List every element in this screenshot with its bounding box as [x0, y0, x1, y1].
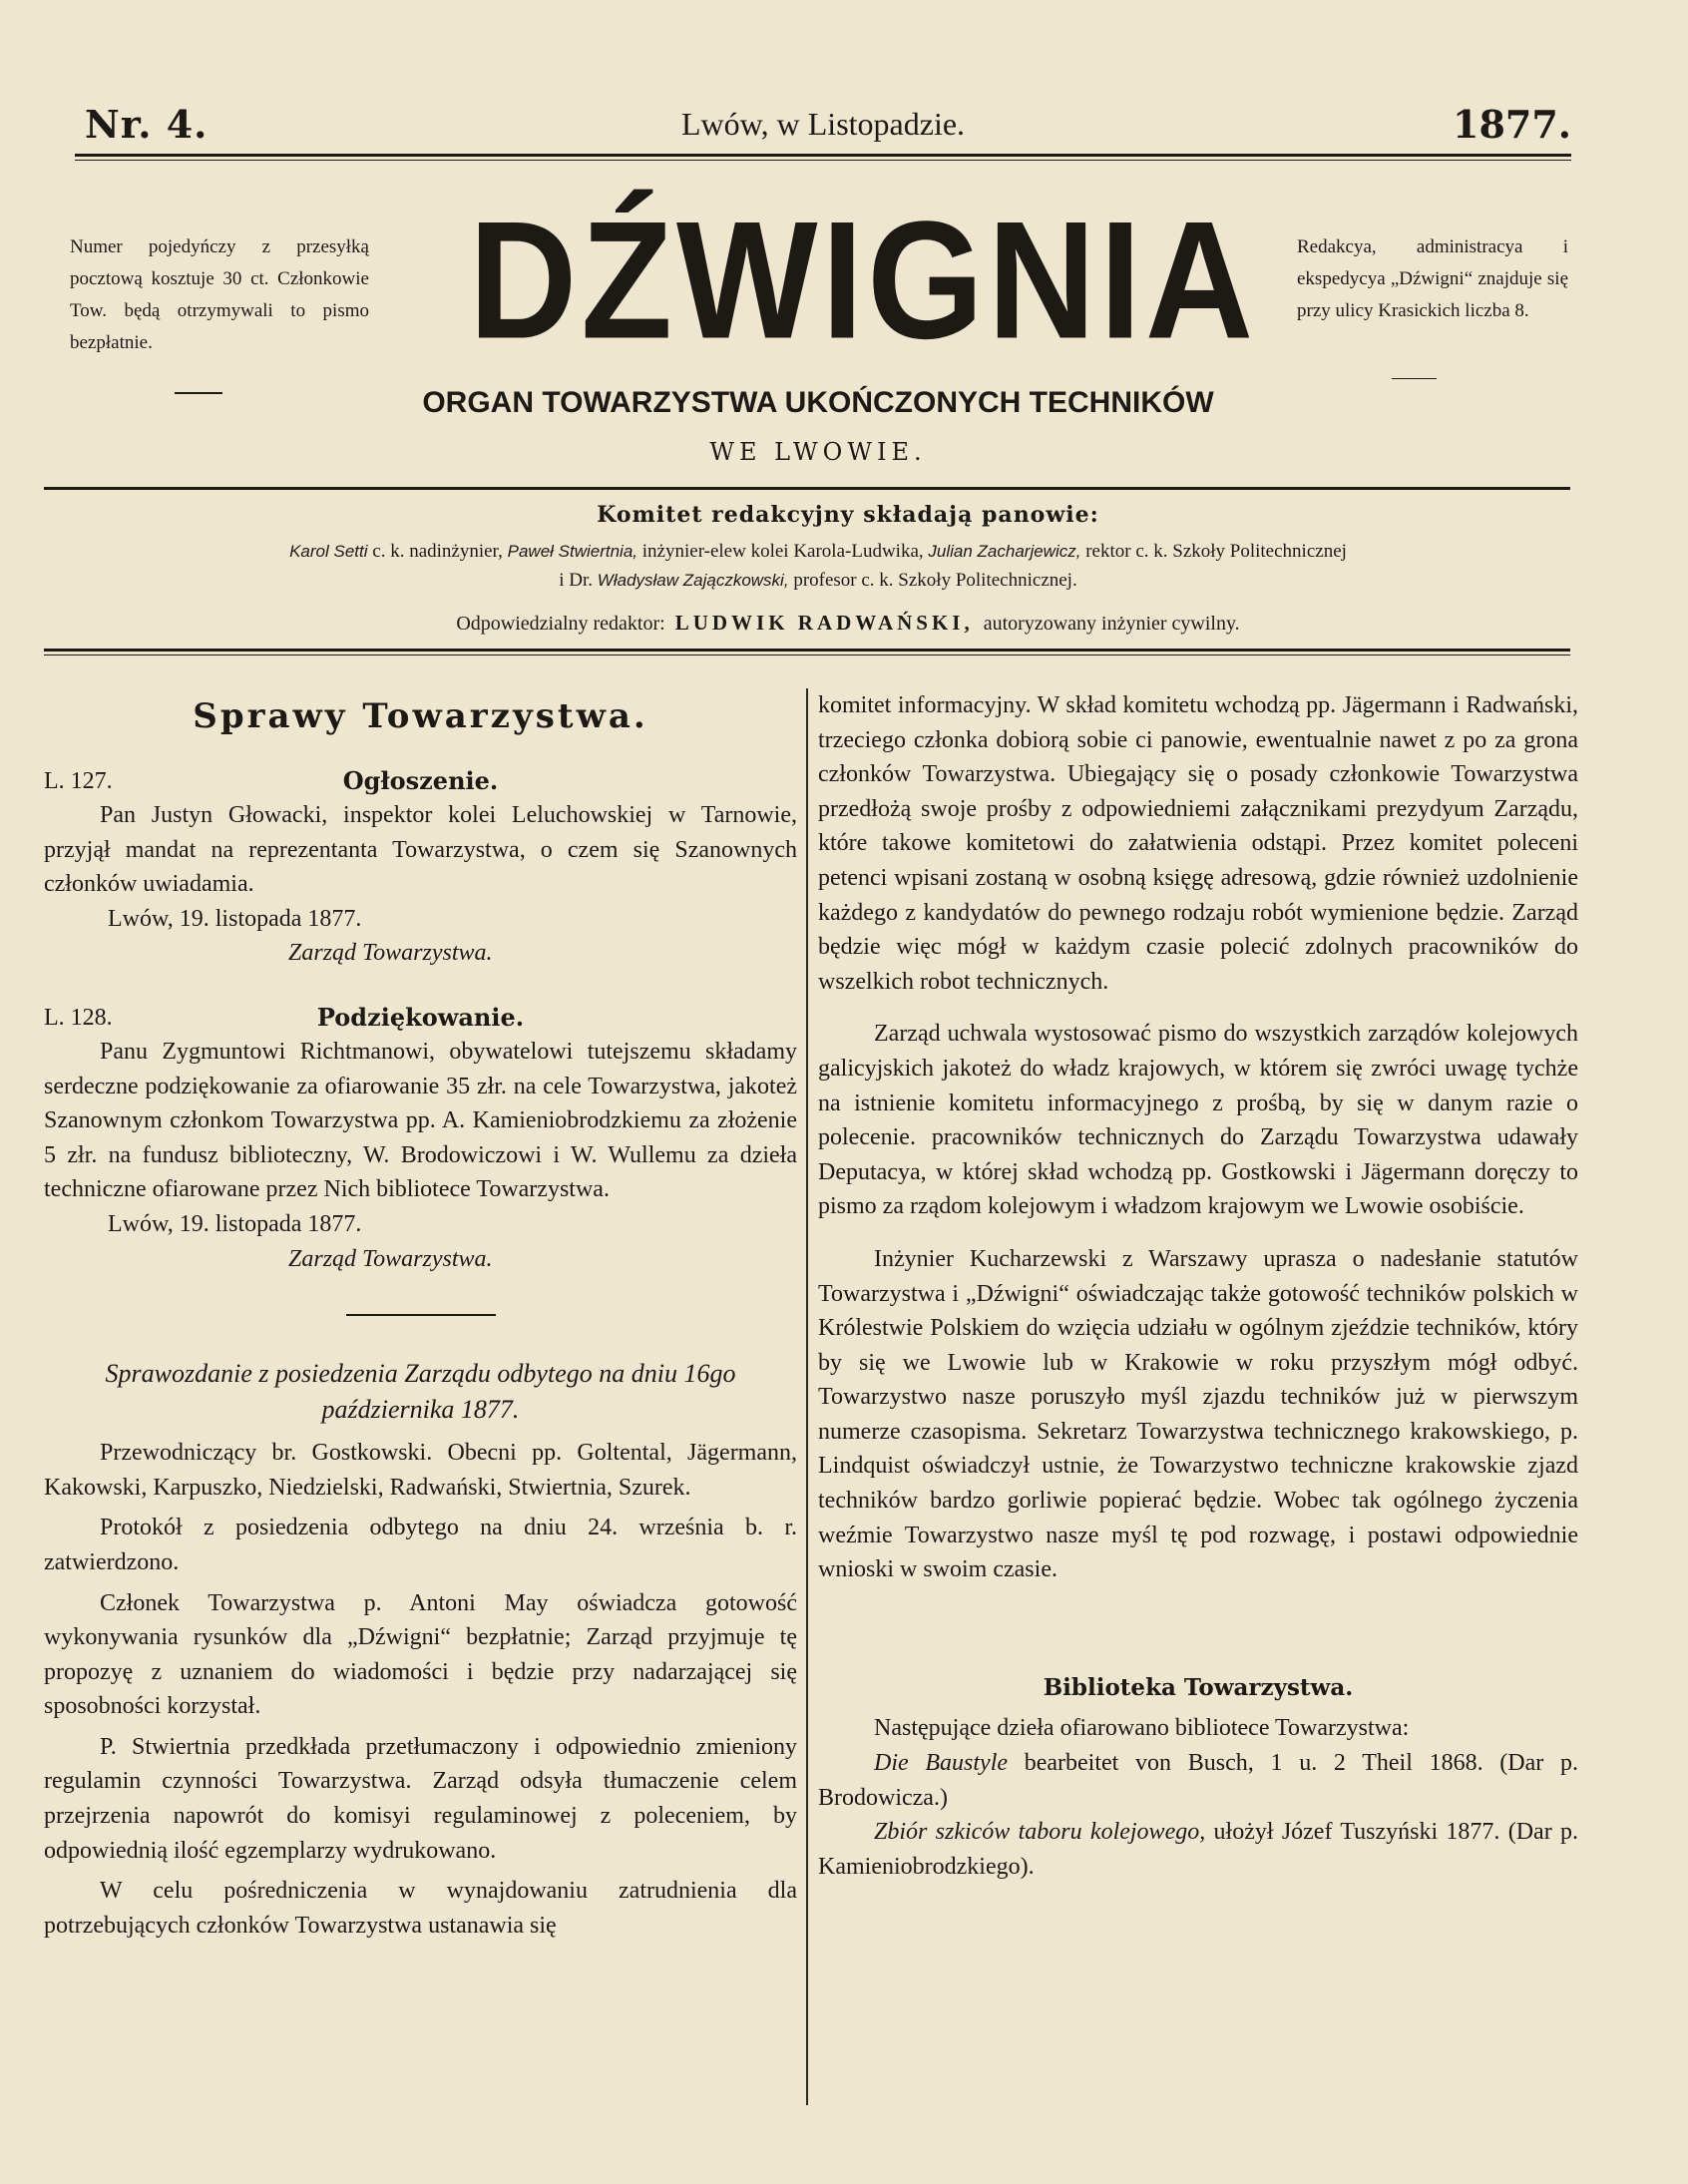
left-dash — [175, 392, 222, 394]
library-item — [818, 1815, 1578, 1884]
editor-title: autoryzowany inżynier cywilny. — [983, 613, 1240, 635]
library-title: Biblioteka Towarzystwa. — [1043, 1673, 1354, 1701]
report-paragraph: Inżynier Kucharzewski z Warszawy uprasza o nadesłanie statutów Towarzystwa i „Dźwigni“ oświadczając także gotowość techników polskich w Królestwie Polskiem do wzięcia udziału w ogólnym zjeździe techników, który by się we Lwowie lub w Krakowie w roku przyszłym mógł odbyć. Towarzystwo nasze poruszyło myśl zjazdu techników już w pierwszym numerze czasopisma. Sekretarz Towarzystwa technicznego krakowskiego, p. Lindquist oświadczył ustnie, że Towarzystwo techniczne krakowskie zjazd techników bardzo gorliwie popierać będzie. Wobec tak ogólnego życzenia weźmie Towarzystwo nasze myśl tę pod rozwagę, i postawi odpowiednie wnioski w swoim czasie. — [818, 1245, 1578, 1583]
notice-heading: Ogłoszenie. — [342, 766, 499, 795]
editor-label: Odpowiedzialny redaktor: — [456, 613, 665, 635]
spacer — [818, 1224, 1578, 1242]
notice-number: L. 128. — [44, 1004, 113, 1031]
left-column — [44, 688, 797, 1943]
notice-text: Panu Zygmuntowi Richtmanowi, obywatelowi tutejszemu składamy serdeczne podziękowanie za ofiarowanie 35 złr. na cele Towarzystwa, jakoteż Szanownym członkom Towarzystwa pp. A. Kamieniobrodzkiemu za złożenie 5 złr. na fundusz biblioteczny, W. Brodowiczowi i W. Wullemu za dzieła techniczne ofiarowane przez Nich bibliotece Towarzystwa. — [44, 1038, 797, 1203]
place-date: Lwów, w Listopadzie. — [680, 106, 966, 142]
notice-header — [44, 764, 797, 798]
member-name: Karol Setti — [289, 542, 368, 561]
committee-rule — [44, 649, 1570, 652]
header-rule — [75, 154, 1571, 157]
notice-number: L. 127. — [44, 768, 113, 794]
masthead-title: DŹWIGNIA — [469, 186, 1258, 374]
book-title: Die Baustyle — [874, 1750, 1009, 1777]
committee-heading: Komitet redakcyjny składają panowie: — [597, 502, 1099, 528]
report-paragraph: Protokół z posiedzenia odbytego na dniu 24. września b. r. zatwierdzono. — [44, 1515, 797, 1575]
office-notice: Redakcya, administracya i ekspedycya „Dźwigni“ znajduje się przy ulicy Krasickich liczba 8. — [1297, 236, 1568, 321]
member-role: rektor c. k. Szkoły Politechnicznej — [1080, 541, 1347, 562]
masthead-rule — [44, 487, 1570, 490]
masthead-subtitle: ORGAN TOWARZYSTWA UKOŃCZONYCH TECHNIKÓW — [422, 386, 1214, 419]
library-item — [818, 1746, 1578, 1815]
book-title: Zbiór szkiców taboru kolejowego, — [874, 1819, 1206, 1846]
right-column — [818, 688, 1578, 1884]
member-name: Władysław Zajączkowski, — [597, 571, 789, 590]
member-role: c. k. nadinżynier, — [367, 541, 508, 562]
report-paragraph: komitet informacyjny. W skład komitetu wchodzą pp. Jägermann i Radwański, trzeciego członka dobiorą sobie ci panowie, ewentualnie nawet z po za grona członków Towarzystwa. Ubiegający się o posady członkowie Towarzystwa przedłożą swoje prośby z odpowiedniemi załącznikami prezydyum Zarządu, które takowe komitetowi do załatwienia odstąpi. Przez komitet poleceni petenci wpisani zostaną w osobną księgę adresową, gdzie również uzdolnienie każdego z kandydatów do pewnego rodzaju robót wymienione będzie. Zarząd będzie więc mógł w każdym czasie polecić zdolnych pracowników do wszelkich robot technicznych. — [818, 692, 1578, 995]
report-paragraph: W celu pośredniczenia w wynajdowaniu zatrudnienia dla potrzebujących członków Towarzystwa ustanawia się — [44, 1878, 797, 1939]
masthead-city: WE LWOWIE. — [709, 438, 927, 466]
spacer — [818, 999, 1578, 1017]
line2-prefix: i Dr. — [559, 570, 598, 591]
column-divider — [806, 688, 808, 2105]
notice-header — [44, 1001, 797, 1035]
issue-year: 1877. — [1453, 102, 1571, 147]
committee-members-line1 — [40, 541, 1596, 563]
report-paragraph: Zarząd uchwala wystosować pismo do wszystkich zarządów kolejowych galicyjskich jakoteż do władz krajowych, w którem się zwróci uwagę tychże na istnienie komitetu informacyjnego z prośbą, by się w danym razie o polecenie. pracowników technicznych do Zarządu Towarzystwa udawały Deputacya, w której skład wchodzą pp. Gostkowski i Jägermann doręczy to pismo za rządom kolejowym i władzom krajowym we Lwowie osobiście. — [818, 1021, 1578, 1220]
editor-line — [299, 611, 1397, 636]
member-name: Paweł Stwiertnia, — [507, 542, 638, 561]
price-notice: Numer pojedyńczy z przesyłką pocztową kosztuje 30 ct. Członkowie Tow. będą otrzymywali to pismo bezpłatnie. — [70, 236, 369, 353]
report-paragraph: Przewodniczący br. Gostkowski. Obecni pp. Goltental, Jägermann, Kakowski, Karpuszko, Niedzielski, Radwański, Stwiertnia, Szurek. — [44, 1440, 797, 1501]
spacer — [818, 1587, 1578, 1671]
member-role: profesor c. k. Szkoły Politechnicznej. — [788, 570, 1077, 591]
header-rule-thin — [75, 160, 1571, 161]
right-dash — [1392, 378, 1437, 379]
member-role: inżynier-elew kolei Karola-Ludwika, — [637, 541, 929, 562]
book-details: bearbeitet von Busch, 1 u. 2 Theil 1868. (Dar p. Brodowicza.) — [818, 1750, 1578, 1811]
section-divider — [346, 1314, 496, 1316]
notice-date: Lwów, 19. listopada 1877. — [108, 905, 362, 932]
report-paragraph: Członek Towarzystwa p. Antoni May oświadcza gotowość wykonywania rysunków dla „Dźwigni“ bezpłatnie; Zarząd przyjmuje tę propozyę z uznaniem do wiadomości i będzie przy nadarzającej się sposobności korzystał. — [44, 1589, 797, 1720]
notice-text: Pan Justyn Głowacki, inspektor kolei Leluchowskiej w Tarnowie, przyjął mandat na reprezentanta Towarzystwa, o czem się Szanownych członków uwiadamia. — [44, 802, 797, 898]
header-line — [75, 102, 1571, 148]
spacer — [44, 971, 797, 1001]
editor-name: LUDWIK RADWAŃSKI, — [674, 611, 974, 635]
section-title: Sprawy Towarzystwa. — [193, 696, 648, 736]
notice-heading: Podziękowanie. — [316, 1002, 525, 1032]
notice-signature: Zarząd Towarzystwa. — [288, 1245, 493, 1272]
notice-date: Lwów, 19. listopada 1877. — [108, 1210, 362, 1237]
notice-signature: Zarząd Towarzystwa. — [288, 940, 493, 967]
issue-number: Nr. 4. — [85, 102, 209, 147]
member-name: Julian Zacharjewicz, — [928, 542, 1081, 561]
committee-members-line2 — [40, 570, 1596, 592]
library-intro: Następujące dzieła ofiarowano bibliotece Towarzystwa: — [874, 1715, 1410, 1742]
book-details: ułożył Józef Tuszyński 1877. (Dar p. Kamieniobrodzkiego). — [818, 1819, 1579, 1880]
report-title: Sprawozdanie z posiedzenia Zarządu odbytego na dniu 16go października 1877. — [105, 1359, 736, 1425]
report-paragraph: P. Stwiertnia przedkłada przetłumaczony i odpowiednio zmieniony regulamin czynności Towarzystwa. Zarząd odsyła tłumaczenie celem przejrzenia napowrót do komisyi regulaminowej z poleceniem, by odpowiednią ilość egzemplarzy wydrukowano. — [44, 1733, 797, 1864]
